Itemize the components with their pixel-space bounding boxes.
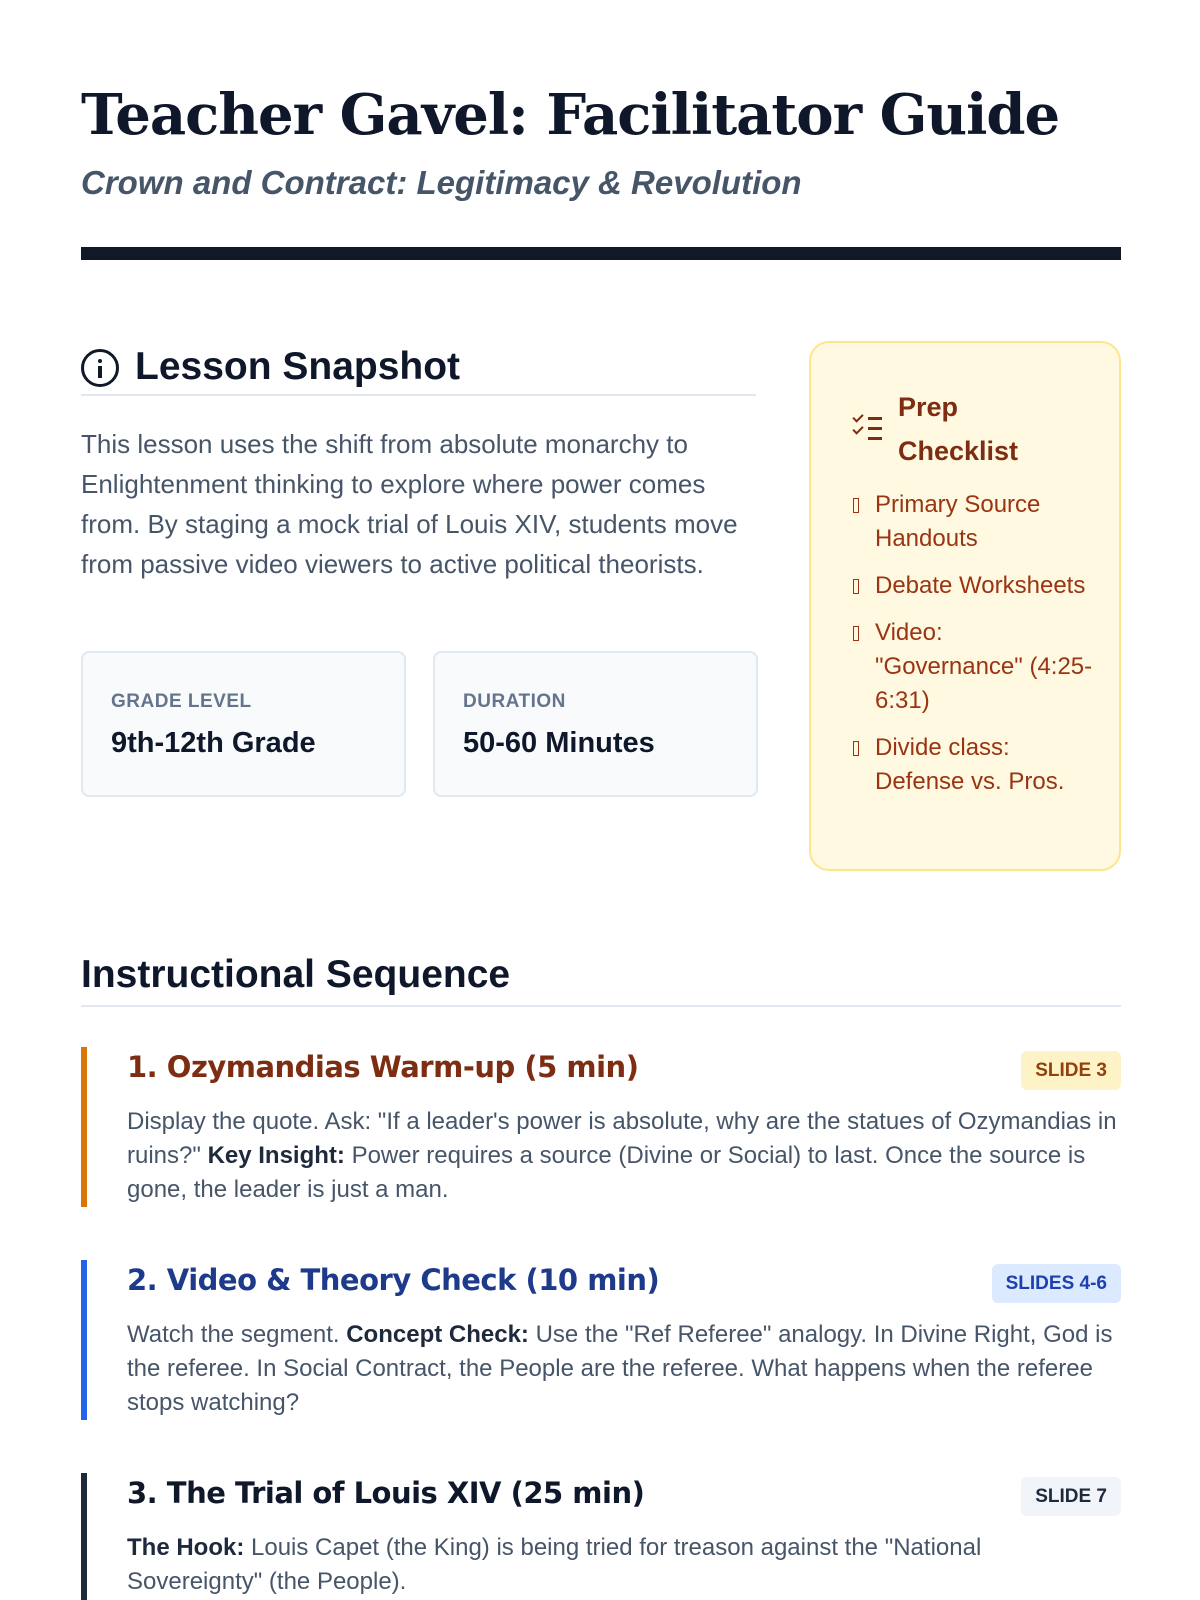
checklist-item[interactable]: Primary Source Handouts	[853, 488, 1093, 556]
grade-level-label: GRADE LEVEL	[111, 691, 252, 712]
sequence-step	[81, 1047, 1121, 1207]
checkbox-icon	[853, 626, 859, 641]
prep-checklist-items	[853, 488, 1093, 812]
step-title: 2. Video & Theory Check (10 min)	[127, 1263, 660, 1297]
checkbox-icon	[853, 498, 859, 513]
list-check-icon	[853, 413, 883, 443]
step-accent-bar	[81, 1047, 87, 1207]
step-body: The Hook: Louis Capet (the King) is being tried for treason against the "National Sovereignty" (the People).	[127, 1534, 982, 1595]
checklist-item[interactable]: Divide class: Defense vs. Pros.	[853, 731, 1093, 799]
step-title: 1. Ozymandias Warm-up (5 min)	[127, 1050, 639, 1084]
slide-badge: SLIDE 3	[1021, 1051, 1121, 1090]
checklist-item[interactable]: Debate Worksheets	[853, 569, 1093, 603]
prep-checklist-title: Prep Checklist	[898, 392, 1019, 466]
info-circle-icon	[81, 349, 119, 387]
sequence-step	[81, 1473, 1121, 1600]
lesson-snapshot-text: This lesson uses the shift from absolute monarchy to Enlightenment thinking to explore where power comes from. By staging a mock trial of Louis XIV, students move from passive video viewers to active political theorists.	[81, 429, 738, 579]
sequence-step	[81, 1260, 1121, 1420]
lesson-snapshot-title: Lesson Snapshot	[135, 345, 461, 388]
step-body: Watch the segment. Concept Check: Use the "Ref Referee" analogy. In Divine Right, God is the referee. In Social Contract, the People are the referee. What happens when the referee stops watching?	[127, 1321, 1113, 1416]
grade-level-value: 9th-12th Grade	[111, 727, 316, 759]
grade-level-card	[81, 651, 406, 797]
header-divider	[81, 247, 1121, 260]
instructional-sequence-title: Instructional Sequence	[81, 950, 1121, 1007]
checkbox-icon	[853, 579, 859, 594]
checklist-item[interactable]: Video: "Governance" (4:25-6:31)	[853, 616, 1093, 718]
slide-badge: SLIDE 7	[1021, 1477, 1121, 1516]
duration-value: 50-60 Minutes	[463, 727, 655, 759]
duration-card	[433, 651, 758, 797]
prep-checklist-card	[809, 341, 1121, 871]
duration-label: DURATION	[463, 691, 566, 712]
lesson-snapshot-header	[81, 342, 756, 396]
step-body: Display the quote. Ask: "If a leader's power is absolute, why are the statues of Ozymandias in ruins?" Key Insight: Power requires a source (Divine or Social) to last. Once the source is gone, the leader is just a man.	[127, 1108, 1117, 1203]
page-title: Teacher Gavel: Facilitator Guide	[81, 82, 1060, 148]
slide-badge: SLIDES 4-6	[992, 1264, 1121, 1303]
step-accent-bar	[81, 1473, 87, 1600]
step-accent-bar	[81, 1260, 87, 1420]
step-title: 3. The Trial of Louis XIV (25 min)	[127, 1476, 645, 1510]
checkbox-icon	[853, 741, 859, 756]
page-subtitle: Crown and Contract: Legitimacy & Revolution	[81, 164, 802, 201]
